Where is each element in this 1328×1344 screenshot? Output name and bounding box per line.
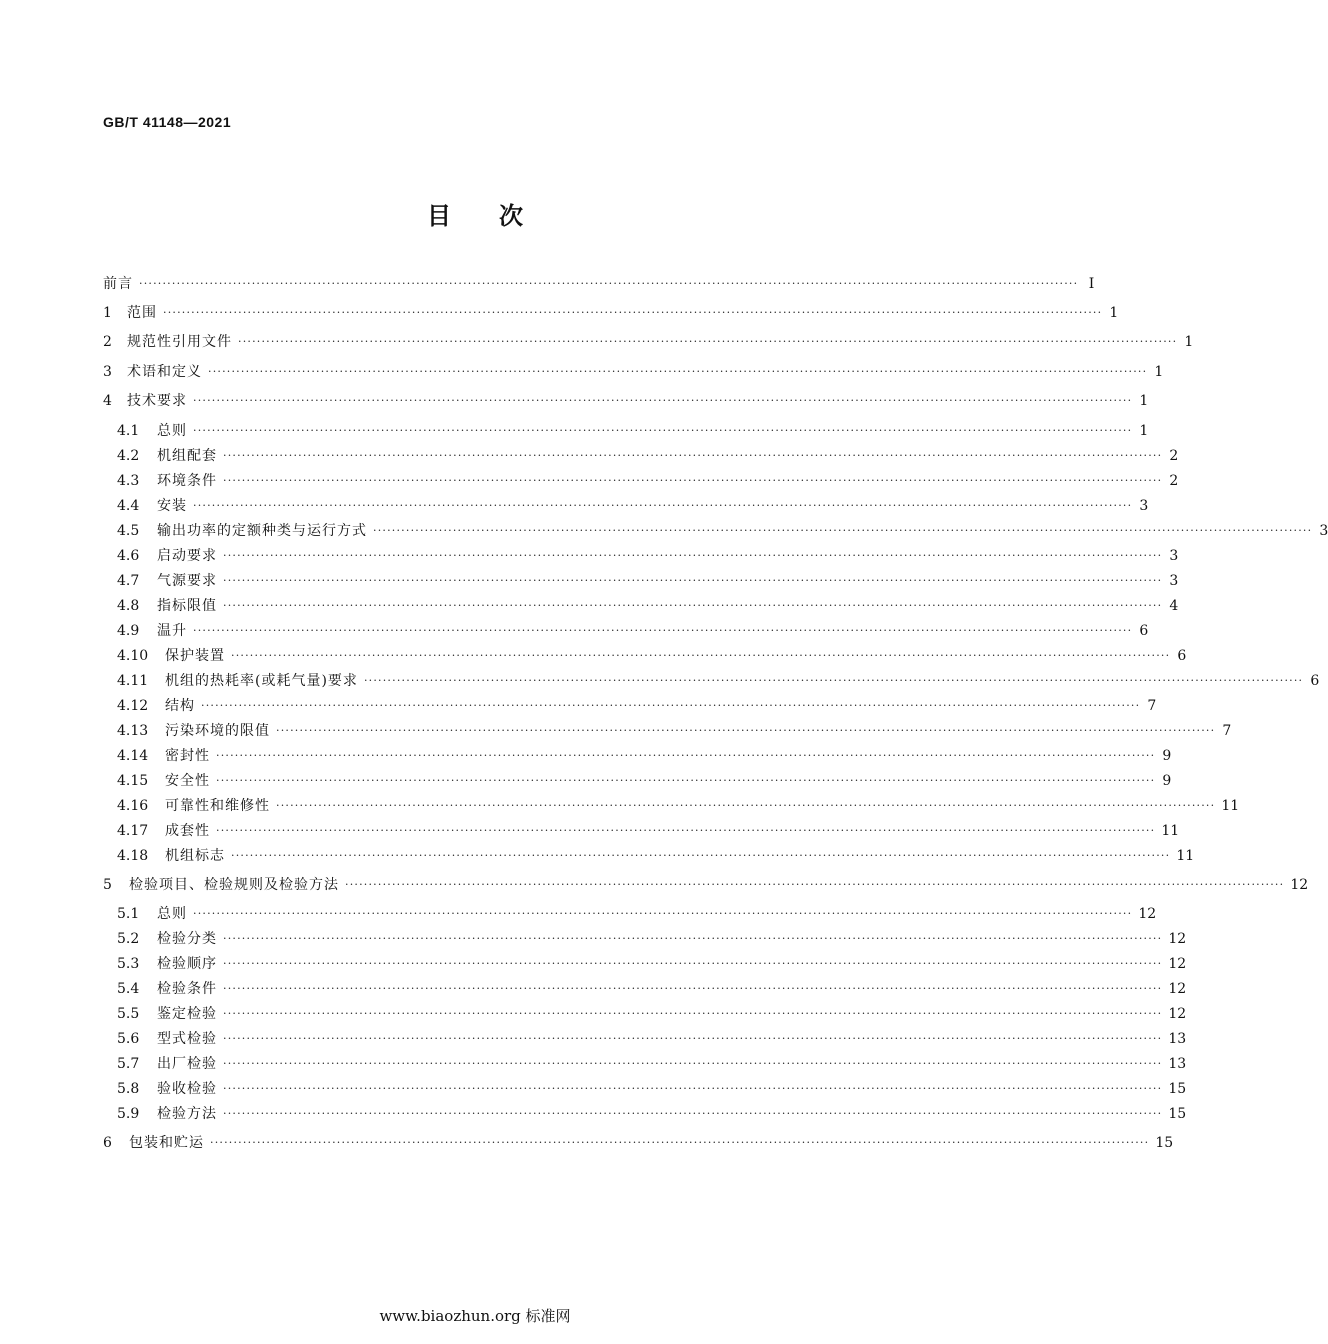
toc-page: 9 [1162, 773, 1172, 789]
toc-page: 15 [1168, 1081, 1187, 1097]
toc-entry[interactable] [117, 904, 1157, 924]
toc-page: 15 [1155, 1135, 1174, 1151]
toc-label: 术语和定义 [127, 364, 202, 380]
toc-number: 4 [103, 393, 112, 409]
toc-page: 7 [1147, 698, 1157, 714]
toc-leader: ········································································································································································································ [223, 599, 1163, 612]
toc-page: 6 [1310, 673, 1320, 689]
toc-leader: ········································································································································································································ [193, 624, 1133, 637]
toc-label: 保护装置 [165, 648, 225, 664]
toc-label: 安装 [157, 498, 187, 514]
toc-number: 5.5 [117, 1006, 140, 1022]
toc-entry[interactable] [117, 421, 1149, 441]
toc-entry[interactable] [117, 954, 1187, 974]
toc-leader: ········································································································································································································ [223, 474, 1163, 487]
toc-leader: ········································································································································································································ [223, 1007, 1163, 1020]
toc-leader: ········································································································································································································ [276, 724, 1216, 737]
toc-leader: ········································································································································································································ [373, 524, 1313, 537]
title-char-2: 次 [499, 202, 523, 230]
toc-number: 5.4 [117, 981, 140, 997]
toc-entry[interactable] [117, 1104, 1187, 1124]
toc-entry[interactable] [117, 671, 1320, 691]
toc-leader: ········································································································································································································ [223, 957, 1163, 970]
toc-number: 4.15 [117, 773, 149, 789]
toc-number: 4.2 [117, 448, 140, 464]
toc-label: 检验项目、检验规则及检验方法 [129, 877, 339, 893]
toc-entry[interactable] [103, 875, 1309, 895]
toc-entry[interactable] [103, 274, 1095, 294]
toc-label: 包装和贮运 [129, 1135, 204, 1151]
toc-page: 12 [1168, 956, 1187, 972]
toc-label: 范围 [127, 305, 157, 321]
toc-leader: ········································································································································································································ [201, 699, 1141, 712]
toc-label: 输出功率的定额种类与运行方式 [157, 523, 367, 539]
toc-leader: ········································································································································································································ [276, 799, 1216, 812]
toc-page: 7 [1222, 723, 1232, 739]
toc-page: 1 [1139, 393, 1149, 409]
toc-label: 检验方法 [157, 1106, 217, 1122]
toc-number: 5.8 [117, 1081, 140, 1097]
toc-label: 启动要求 [157, 548, 217, 564]
toc-number: 4.8 [117, 598, 140, 614]
toc-entry[interactable] [117, 721, 1232, 741]
toc-page: 15 [1168, 1106, 1187, 1122]
toc-label: 出厂检验 [157, 1056, 217, 1072]
toc-page: 12 [1168, 931, 1187, 947]
toc-leader: ········································································································································································································ [223, 1082, 1163, 1095]
toc-entry[interactable] [117, 796, 1240, 816]
toc-entry[interactable] [117, 746, 1172, 766]
toc-entry[interactable] [117, 521, 1328, 541]
toc-page: 12 [1168, 1006, 1187, 1022]
toc-number: 3 [103, 364, 112, 380]
toc-page: 3 [1139, 498, 1149, 514]
toc-label: 总则 [157, 423, 187, 439]
toc-entry[interactable] [117, 446, 1179, 466]
toc-label: 成套性 [165, 823, 210, 839]
toc-leader: ········································································································································································································ [193, 907, 1133, 920]
toc-entry[interactable] [117, 979, 1187, 999]
toc-leader: ········································································································································································································ [223, 1032, 1163, 1045]
title-char-1: 目 [427, 202, 451, 230]
toc-leader: ········································································································································································································ [210, 1136, 1150, 1149]
toc-number: 4.13 [117, 723, 149, 739]
toc-entry[interactable] [117, 846, 1195, 866]
toc-page: 11 [1161, 823, 1180, 839]
toc-page: 12 [1168, 981, 1187, 997]
toc-page: 9 [1162, 748, 1172, 764]
toc-leader: ········································································································································································································ [163, 306, 1103, 319]
standard-number: GB/T 41148—2021 [103, 114, 232, 130]
toc-number: 5.2 [117, 931, 140, 947]
toc-entry[interactable] [117, 621, 1149, 641]
toc-leader: ········································································································································································································ [193, 499, 1133, 512]
toc-page: 6 [1139, 623, 1149, 639]
toc-entry[interactable] [117, 596, 1179, 616]
toc-page: 3 [1319, 523, 1328, 539]
toc-entry[interactable] [117, 771, 1172, 791]
toc-page: 1 [1184, 334, 1194, 350]
toc-entry[interactable] [117, 1079, 1187, 1099]
toc-number: 4.10 [117, 648, 149, 664]
toc-page: 1 [1154, 364, 1164, 380]
toc-label: 温升 [157, 623, 187, 639]
toc-entry[interactable] [117, 1029, 1187, 1049]
toc-leader: ········································································································································································································ [223, 574, 1163, 587]
toc-page: 3 [1169, 548, 1179, 564]
toc-leader: ········································································································································································································ [238, 335, 1178, 348]
toc-label: 安全性 [165, 773, 210, 789]
toc-page: 11 [1176, 848, 1195, 864]
toc-leader: ········································································································································································································ [216, 824, 1156, 837]
toc-page: 1 [1139, 423, 1149, 439]
toc-leader: ········································································································································································································ [223, 1057, 1163, 1070]
toc-number: 5.6 [117, 1031, 140, 1047]
toc-entry[interactable] [103, 391, 1149, 411]
toc-page: Ⅰ [1088, 276, 1095, 292]
toc-entry[interactable] [117, 471, 1179, 491]
toc-label: 检验顺序 [157, 956, 217, 972]
toc-leader: ········································································································································································································ [223, 932, 1163, 945]
toc-label: 验收检验 [157, 1081, 217, 1097]
toc-number: 4.14 [117, 748, 149, 764]
toc-entry[interactable] [117, 496, 1149, 516]
toc-leader: ········································································································································································································ [223, 982, 1163, 995]
toc-number: 5.1 [117, 906, 140, 922]
toc-page: 4 [1169, 598, 1179, 614]
toc-entry[interactable] [117, 696, 1157, 716]
toc-label: 可靠性和维修性 [165, 798, 270, 814]
toc-leader: ········································································································································································································ [223, 549, 1163, 562]
toc-leader: ········································································································································································································ [193, 424, 1133, 437]
toc-label: 指标限值 [157, 598, 217, 614]
toc-page: 3 [1169, 573, 1179, 589]
toc-number: 6 [103, 1135, 112, 1151]
toc-number: 4.5 [117, 523, 140, 539]
toc-leader: ········································································································································································································ [363, 674, 1304, 687]
toc-entry[interactable] [103, 362, 1164, 382]
toc-entry[interactable] [117, 1054, 1187, 1074]
toc-number: 5.3 [117, 956, 140, 972]
toc-number: 4.4 [117, 498, 140, 514]
toc-page: 12 [1138, 906, 1157, 922]
toc-label: 环境条件 [157, 473, 217, 489]
toc-leader: ········································································································································································································ [345, 878, 1285, 891]
toc-label: 检验分类 [157, 931, 217, 947]
toc-entry[interactable] [103, 332, 1194, 352]
toc-label: 机组标志 [165, 848, 225, 864]
toc-page: 12 [1290, 877, 1309, 893]
toc-label: 总则 [157, 906, 187, 922]
toc-page: 2 [1169, 473, 1179, 489]
toc-number: 2 [103, 334, 112, 350]
toc-leader: ········································································································································································································ [139, 277, 1079, 290]
toc-number: 4.1 [117, 423, 140, 439]
toc-entry[interactable] [103, 1133, 1174, 1153]
toc-leader: ········································································································································································································ [216, 774, 1156, 787]
toc-leader: ········································································································································································································ [216, 749, 1156, 762]
toc-page: 11 [1221, 798, 1240, 814]
toc-label: 鉴定检验 [157, 1006, 217, 1022]
toc-number: 4.9 [117, 623, 140, 639]
toc-number: 4.3 [117, 473, 140, 489]
toc-number: 4.6 [117, 548, 140, 564]
toc-label: 前言 [103, 276, 133, 292]
toc-page: 13 [1168, 1056, 1187, 1072]
toc-entry[interactable] [117, 821, 1180, 841]
toc-number: 4.11 [117, 673, 149, 689]
toc-label: 结构 [165, 698, 195, 714]
toc-entry[interactable] [117, 571, 1179, 591]
toc-page: 6 [1177, 648, 1187, 664]
toc-label: 污染环境的限值 [165, 723, 270, 739]
toc-entry[interactable] [103, 303, 1119, 323]
toc-number: 5.7 [117, 1056, 140, 1072]
toc-leader: ········································································································································································································ [208, 365, 1148, 378]
toc-number: 5 [103, 877, 112, 893]
toc-number: 4.16 [117, 798, 149, 814]
toc-leader: ········································································································································································································ [231, 849, 1171, 862]
toc-number: 5.9 [117, 1106, 140, 1122]
toc-label: 密封性 [165, 748, 210, 764]
toc-page: 1 [1109, 305, 1119, 321]
toc-label: 型式检验 [157, 1031, 217, 1047]
toc-entry[interactable] [117, 546, 1179, 566]
toc-entry[interactable] [117, 646, 1187, 666]
toc-leader: ········································································································································································································ [231, 649, 1171, 662]
toc-entry[interactable] [117, 1004, 1187, 1024]
toc-label: 规范性引用文件 [127, 334, 232, 350]
toc-number: 1 [103, 305, 112, 321]
toc-number: 4.12 [117, 698, 149, 714]
toc-page: 13 [1168, 1031, 1187, 1047]
toc-label: 机组配套 [157, 448, 217, 464]
toc-entry[interactable] [117, 929, 1187, 949]
toc-label: 机组的热耗率(或耗气量)要求 [165, 673, 358, 689]
toc-label: 检验条件 [157, 981, 217, 997]
footer-watermark: www.biaozhun.org 标准网 [379, 1307, 571, 1325]
toc-number: 4.7 [117, 573, 140, 589]
toc-leader: ········································································································································································································ [193, 394, 1133, 407]
toc-number: 4.17 [117, 823, 149, 839]
toc-label: 气源要求 [157, 573, 217, 589]
toc-page: 2 [1169, 448, 1179, 464]
toc-leader: ········································································································································································································ [223, 1107, 1163, 1120]
toc-number: 4.18 [117, 848, 149, 864]
toc-label: 技术要求 [127, 393, 187, 409]
toc-leader: ········································································································································································································ [223, 449, 1163, 462]
